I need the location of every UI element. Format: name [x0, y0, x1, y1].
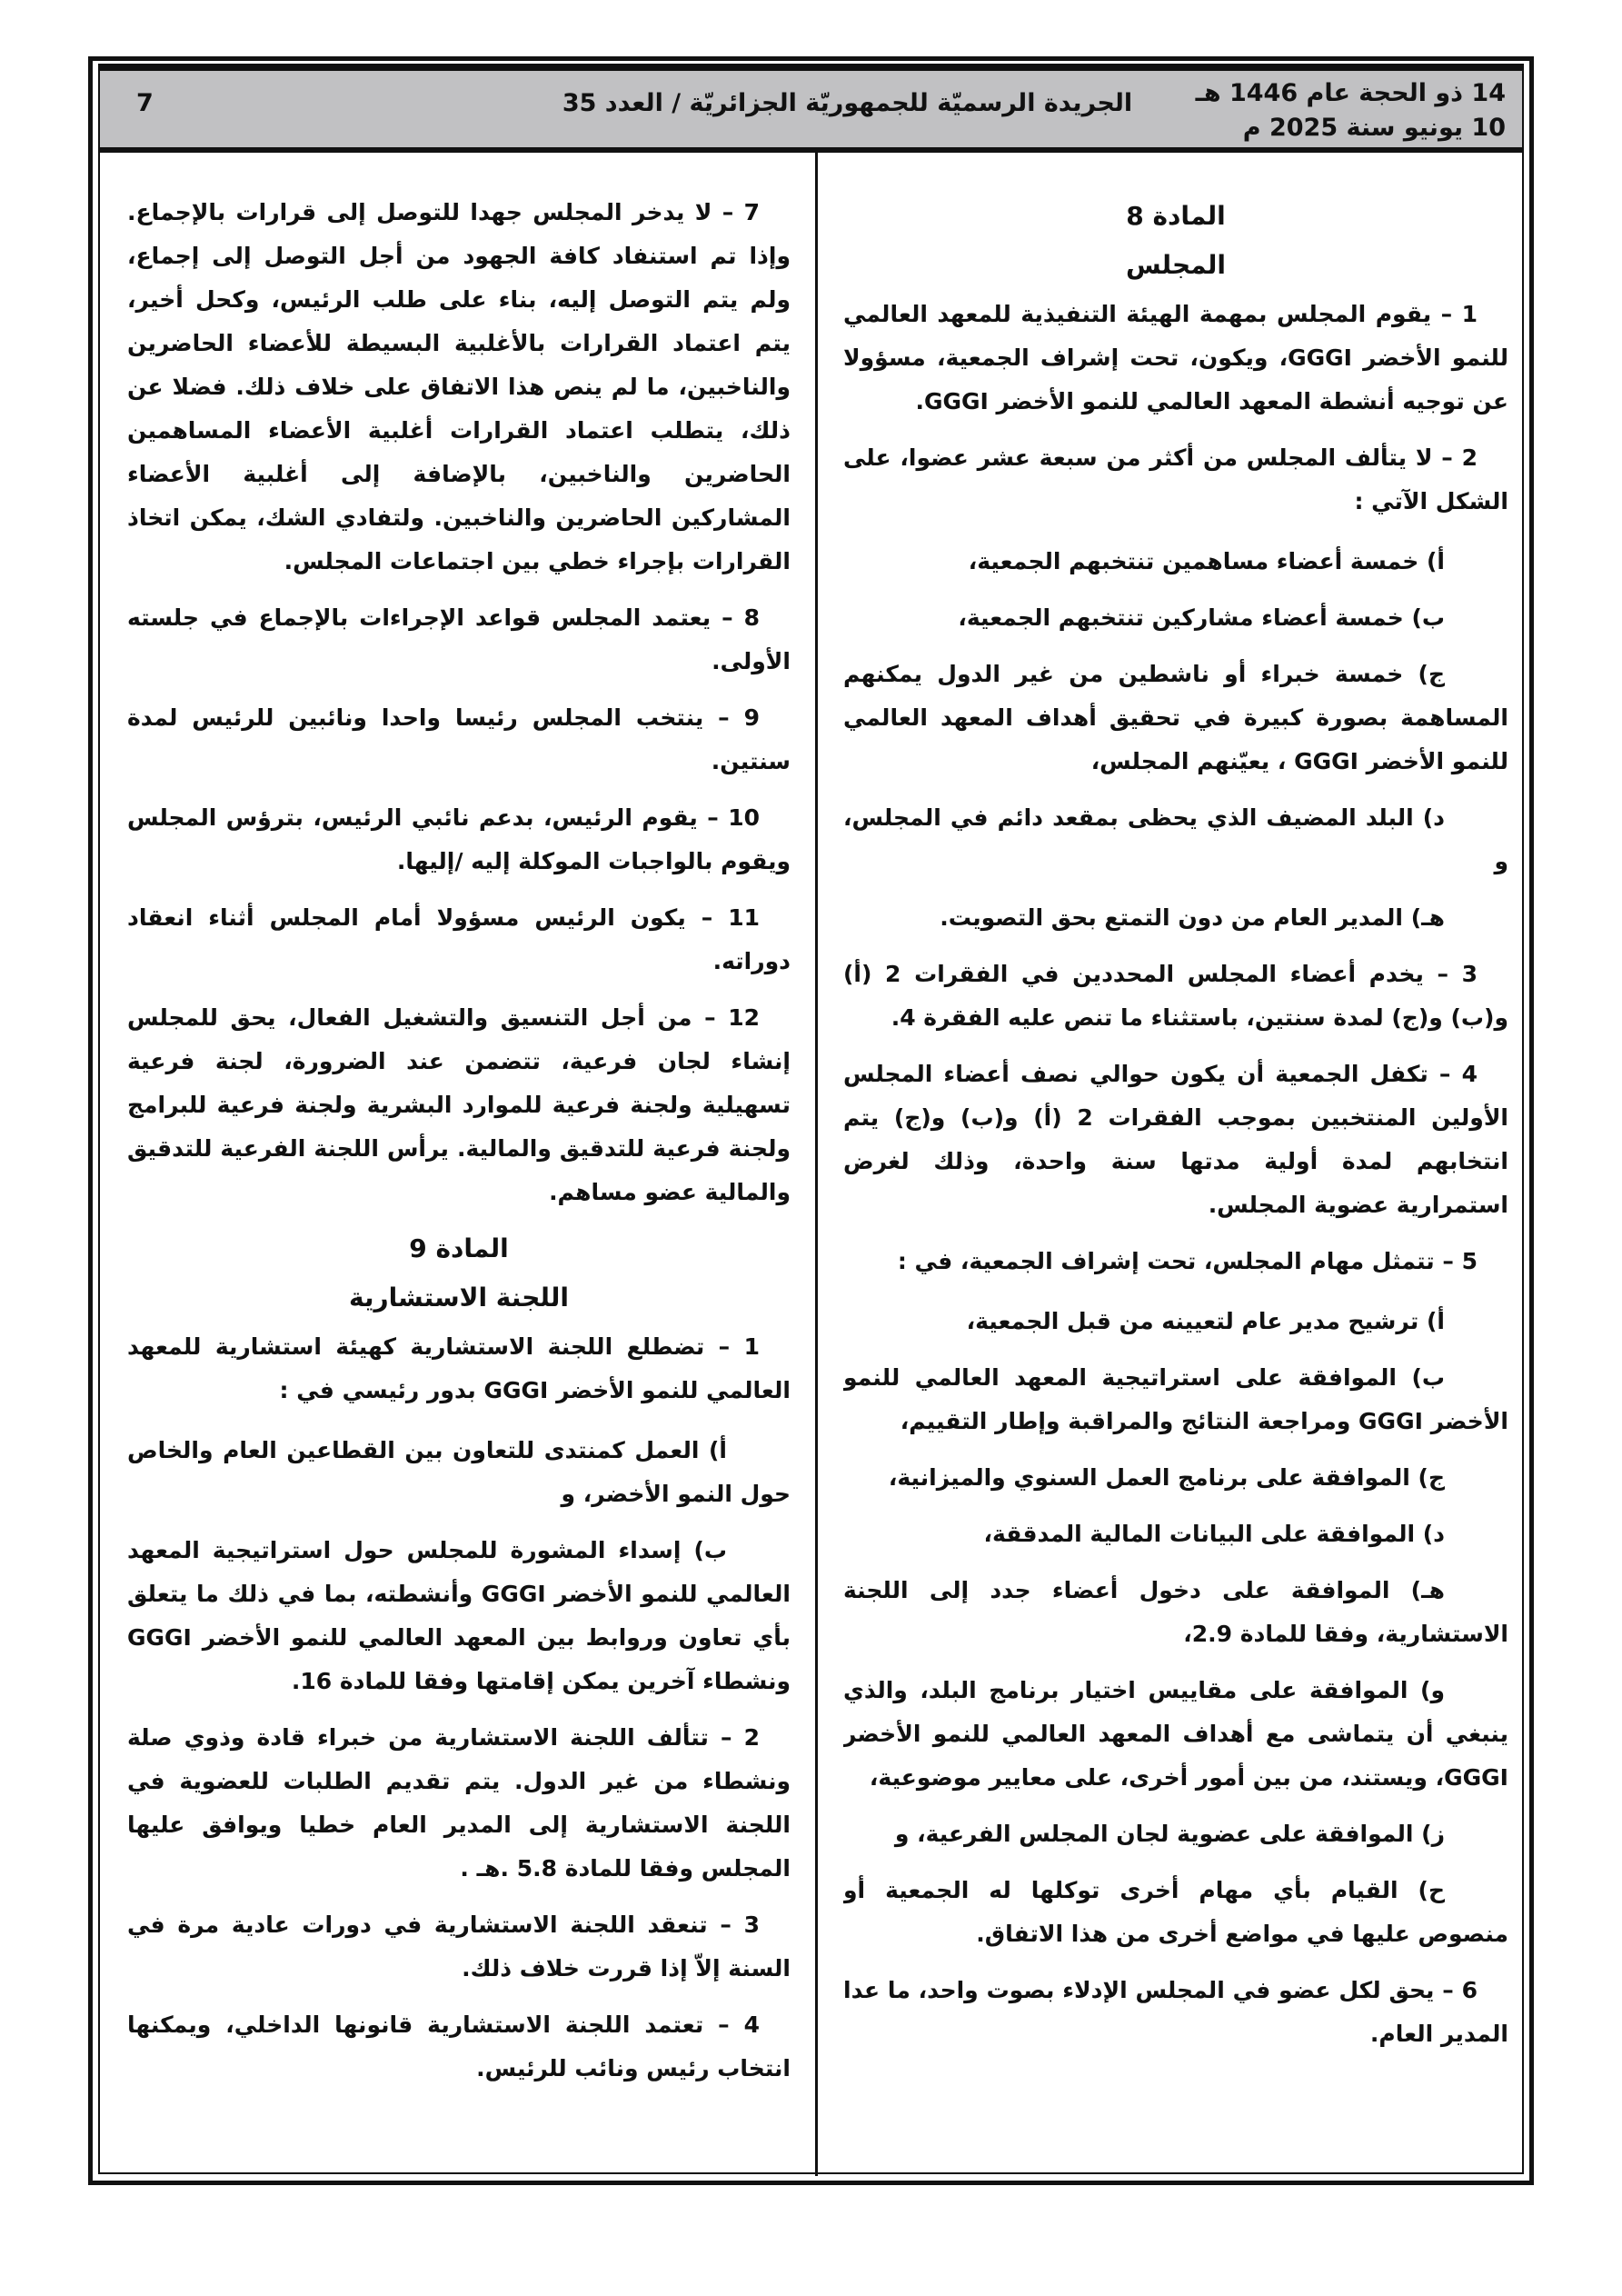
paragraph: 11 – يكون الرئيس مسؤولا أمام المجلس أثناء انعقاد دوراته.	[127, 904, 791, 974]
article-heading: اللجنة الاستشارية	[349, 1283, 569, 1313]
right-column	[843, 191, 1508, 2163]
sub-item: ب) خمسة أعضاء مشاركين تنتخبهم الجمعية،	[958, 604, 1445, 631]
article-heading: المادة 9	[409, 1233, 509, 1263]
paragraph: 4 – تكفل الجمعية أن يكون حوالي نصف أعضاء المجلس الأولين المنتخبين بموجب الفقرات 2 (أ) و(ب) و(ج) يتم انتخابهم لمدة أولية مدتها سنة واحدة، وذلك لغرض استمرارية عضوية المجلس.	[843, 1061, 1508, 1218]
sub-item: هـ) الموافقة على دخول أعضاء جدد إلى اللجنة الاستشارية، وفقا للمادة 2.9،	[843, 1577, 1508, 1647]
sub-item: ح) القيام بأي مهام أخرى توكلها له الجمعية أو منصوص عليها في مواضع أخرى من هذا الاتفاق.	[843, 1877, 1508, 1947]
sub-item: ج) خمسة خبراء أو ناشطين من غير الدول يمكنهم المساهمة بصورة كبيرة في تحقيق أهداف المعهد العالمي للنمو الأخضر GGGI ، يعيّنهم المجلس،	[843, 661, 1508, 774]
paragraph: 2 – لا يتألف المجلس من أكثر من سبعة عشر عضوا، على الشكل الآتي :	[843, 444, 1508, 514]
paragraph: 1 – يقوم المجلس بمهمة الهيئة التنفيذية للمعهد العالمي للنمو الأخضر GGGI، ويكون، تحت إشراف الجمعية، مسؤولا عن توجيه أنشطة المعهد العالمي للنمو الأخضر GGGI.	[843, 301, 1508, 414]
gregorian-date: 10 يونيو سنة 2025 م	[1242, 114, 1506, 142]
sub-item: ز) الموافقة على عضوية لجان المجلس الفرعية، و	[894, 1821, 1445, 1847]
paragraph: 9 – ينتخب المجلس رئيسا واحدا ونائبين للرئيس لمدة سنتين.	[127, 704, 791, 774]
sub-item: د) البلد المضيف الذي يحظى بمقعد دائم في المجلس، و	[843, 804, 1508, 874]
article-heading: المجلس	[1125, 250, 1227, 280]
paragraph: 6 – يحق لكل عضو في المجلس الإدلاء بصوت واحد، ما عدا المدير العام.	[843, 1977, 1508, 2047]
sub-item: ج) الموافقة على برنامج العمل السنوي والميزانية،	[888, 1464, 1445, 1491]
sub-item: ب) إسداء المشورة للمجلس حول استراتيجية المعهد العالمي للنمو الأخضر GGGI وأنشطته، بما في ذلك ما يتعلق بأي تعاون وروابط بين المعهد العالمي للنمو الأخضر GGGI ونشطاء آخرين يمكن إقامتها وفقا للمادة 16.	[127, 1537, 791, 1694]
column-divider	[815, 153, 818, 2176]
paragraph: 3 – يخدم أعضاء المجلس المحددين في الفقرات 2 (أ) و(ب) و(ج) لمدة سنتين، باستثناء ما تنص عليه الفقرة 4.	[843, 961, 1508, 1031]
paragraph: 2 – تتألف اللجنة الاستشارية من خبراء قادة وذوي صلة ونشطاء من غير الدول. يتم تقديم الطلبات للعضوية في اللجنة الاستشارية إلى المدير العام خطيا ويوافق عليها المجلس وفقا للمادة 5.8 .هـ .	[127, 1724, 791, 1882]
sub-item: ب) الموافقة على استراتيجية المعهد العالمي للنمو الأخضر GGGI ومراجعة النتائج والمراقبة وإطار التقييم،	[843, 1364, 1508, 1434]
sub-item: و) الموافقة على مقاييس اختيار برنامج البلد، والذي ينبغي أن يتماشى مع أهداف المعهد العالمي للنمو الأخضر GGGI، ويستند، من بين أمور أخرى، على معايير موضوعية،	[843, 1677, 1508, 1791]
paragraph: 7 – لا يدخر المجلس جهدا للتوصل إلى قرارات بالإجماع. وإذا تم استنفاد كافة الجهود من أجل التوصل إلى إجماع، ولم يتم التوصل إليه، بناء على طلب الرئيس، وكحل أخير، يتم اعتماد القرارات بالأغلبية البسيطة للأعضاء الحاضرين والناخبين، ما لم ينص هذا الاتفاق على خلاف ذلك. فضلا عن ذلك، يتطلب اعتماد القرارات أغلبية الأعضاء المساهمين الحاضرين والناخبين، بالإضافة إلى أغلبية الأعضاء المشاركين الحاضرين والناخبين. ولتفادي الشك، يمكن اتخاذ القرارات بإجراء خطي بين اجتماعات المجلس.	[127, 199, 791, 574]
page-number: 7	[136, 89, 154, 117]
paragraph: 8 – يعتمد المجلس قواعد الإجراءات بالإجماع في جلسته الأولى.	[127, 604, 791, 674]
paragraph: 1 – تضطلع اللجنة الاستشارية كهيئة استشارية للمعهد العالمي للنمو الأخضر GGGI بدور رئيسي في :	[127, 1333, 791, 1403]
hijri-date: 14 ذو الحجة عام 1446 هـ	[1195, 79, 1506, 107]
paragraph: 12 – من أجل التنسيق والتشغيل الفعال، يحق للمجلس إنشاء لجان فرعية، تتضمن عند الضرورة، لجنة فرعية تسهيلية ولجنة فرعية للموارد البشرية ولجنة فرعية للبرامج ولجنة فرعية للتدقيق والمالية. يرأس اللجنة الفرعية للتدقيق والمالية عضو مساهم.	[127, 1004, 791, 1205]
sub-item: هـ) المدير العام من دون التمتع بحق التصويت.	[940, 904, 1445, 931]
paragraph: 5 – تتمثل مهام المجلس، تحت إشراف الجمعية، في :	[897, 1248, 1478, 1274]
sub-item: أ) العمل كمنتدى للتعاون بين القطاعين العام والخاص حول النمو الأخضر، و	[127, 1437, 791, 1507]
paragraph: 4 – تعتمد اللجنة الاستشارية قانونها الداخلي، ويمكنها انتخاب رئيس ونائب للرئيس.	[127, 2011, 791, 2081]
gazette-title: الجريدة الرسميّة للجمهوريّة الجزائريّة / العدد 35	[562, 89, 1133, 117]
sub-item: أ) ترشيح مدير عام لتعيينه من قبل الجمعية،	[966, 1308, 1445, 1334]
gazette-header	[100, 65, 1522, 153]
paragraph: 10 – يقوم الرئيس، بدعم نائبي الرئيس، بترؤس المجلس ويقوم بالواجبات الموكلة إليه /إليها.	[127, 804, 791, 874]
left-column	[127, 191, 791, 2163]
article-heading: المادة 8	[1126, 201, 1226, 231]
paragraph: 3 – تنعقد اللجنة الاستشارية في دورات عادية مرة في السنة إلاّ إذا قررت خلاف ذلك.	[127, 1912, 791, 1982]
sub-item: د) الموافقة على البيانات المالية المدققة،	[983, 1521, 1445, 1547]
sub-item: أ) خمسة أعضاء مساهمين تنتخبهم الجمعية،	[968, 548, 1445, 574]
